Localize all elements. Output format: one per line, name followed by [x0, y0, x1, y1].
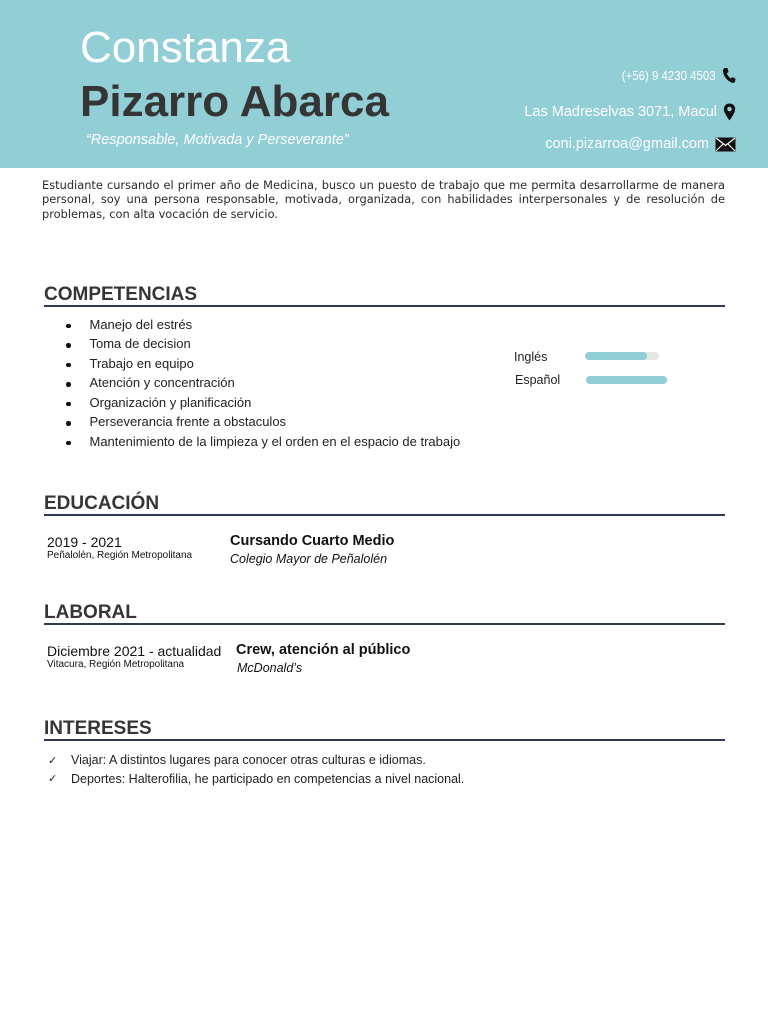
language-label-ingles: Inglés	[514, 350, 548, 364]
interests-list	[48, 751, 464, 788]
first-name: Constanza	[80, 23, 291, 72]
language-bar-fill	[585, 352, 647, 360]
job-title: Crew, atención al público	[236, 642, 411, 658]
phone-text: (+56) 9 4230 4503	[622, 68, 716, 83]
email-text[interactable]: coni.pizarroa@gmail.com	[545, 136, 709, 152]
education-date: 2019 - 2021	[47, 534, 122, 550]
job-place: Vitacura, Región Metropolitana	[47, 659, 185, 670]
section-title-intereses: INTERESES	[44, 718, 152, 739]
language-bar-espanol	[586, 376, 667, 384]
profile-summary: Estudiante cursando el primer año de Medicina, busco un puesto de trabajo que me permita desarrollarme de manera personal, soy una persona responsable, motivada, organizada, con habilidades interpersonales y de resolución de problemas, con alta vocación de servicio.	[42, 178, 725, 221]
job-date: Diciembre 2021 - actualidad	[47, 643, 222, 659]
language-bar-ingles	[585, 352, 659, 360]
section-divider	[44, 623, 725, 625]
checkmark-icon: ✓	[48, 772, 58, 786]
list-item: Toma de decision	[66, 335, 460, 355]
language-bar-fill	[586, 376, 667, 384]
section-title-laboral: LABORAL	[44, 602, 137, 623]
tagline: “Responsable, Motivada y Perseverante”	[86, 132, 349, 148]
list-item: ✓ Viajar: A distintos lugares para conocer otras culturas e idiomas.	[48, 753, 426, 768]
language-label-espanol: Español	[515, 373, 561, 387]
bullet-icon	[66, 382, 71, 387]
contact-phone	[609, 67, 736, 84]
job-company: McDonald’s	[237, 661, 303, 675]
bullet-icon	[66, 343, 71, 348]
map-pin-icon	[723, 103, 736, 121]
bullet-icon	[66, 363, 71, 368]
bullet-icon	[66, 421, 71, 426]
last-name: Pizarro Abarca	[80, 77, 389, 126]
education-institution: Colegio Mayor de Peñalolén	[230, 552, 388, 566]
contact-email	[545, 136, 736, 152]
bullet-icon	[66, 324, 71, 329]
education-title: Cursando Cuarto Medio	[230, 533, 395, 549]
envelope-icon	[715, 137, 736, 152]
section-divider	[44, 305, 725, 307]
checkmark-icon: ✓	[48, 753, 58, 767]
education-place: Peñalolén, Región Metropolitana	[47, 550, 193, 561]
contact-address	[524, 103, 736, 121]
section-title-educacion: EDUCACIÓN	[44, 493, 160, 514]
list-item: Atención y concentración	[66, 374, 460, 394]
skills-list	[66, 315, 460, 452]
list-item: Perseverancia frente a obstaculos	[66, 413, 460, 433]
section-title-competencias: COMPETENCIAS	[44, 284, 198, 305]
header-banner	[0, 0, 768, 168]
bullet-icon	[66, 441, 71, 446]
section-divider	[44, 739, 725, 741]
phone-icon	[722, 67, 736, 84]
list-item: Manejo del estrés	[66, 315, 460, 335]
list-item: Trabajo en equipo	[66, 354, 460, 374]
address-text: Las Madreselvas 3071, Macul	[524, 104, 717, 120]
list-item: ✓ Deportes: Halterofilia, he participado en competencias a nivel nacional.	[48, 771, 465, 786]
list-item: Organización y planificación	[66, 393, 460, 413]
bullet-icon	[66, 402, 71, 407]
section-divider	[44, 514, 725, 516]
list-item: Mantenimiento de la limpieza y el orden en el espacio de trabajo	[66, 432, 460, 452]
